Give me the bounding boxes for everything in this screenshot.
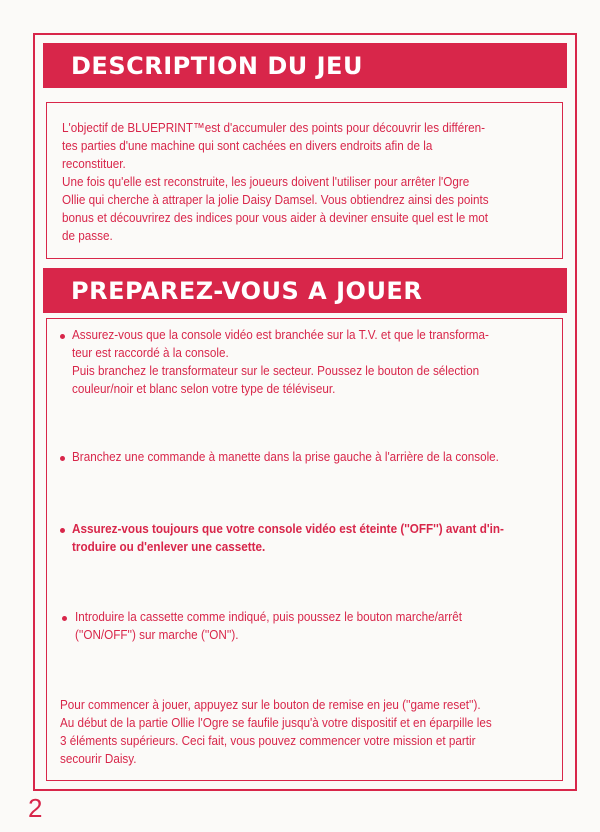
preparez-title: PREPAREZ-VOUS A JOUER — [71, 276, 423, 305]
description-title: DESCRIPTION DU JEU — [71, 51, 363, 80]
bullet-3-text — [72, 520, 540, 556]
description-line: de passe. — [62, 228, 113, 243]
bullet-dot — [60, 456, 65, 461]
bullet-4-line: Introduire la cassette comme indiqué, puis poussez le bouton marche/arrêt — [75, 609, 462, 624]
description-line: Ollie qui cherche à attraper la jolie Daisy Damsel. Vous obtiendrez ainsi des points — [62, 192, 489, 207]
description-line: L'objectif de BLUEPRINT™est d'accumuler des points pour découvrir les différen- — [62, 120, 486, 135]
description-text — [62, 119, 548, 245]
bullet-1-line: teur est raccordé à la console. — [72, 345, 229, 360]
bullet-4-line: (''ON/OFF'') sur marche (''ON''). — [75, 627, 239, 642]
preparez-banner — [43, 268, 567, 313]
bullet-dot — [62, 616, 67, 621]
bullet-2-line: Branchez une commande à manette dans la prise gauche à l'arrière de la console. — [72, 449, 499, 464]
description-line: Une fois qu'elle est reconstruite, les joueurs doivent l'utiliser pour arrêter l'Ogre — [62, 174, 470, 189]
bullet-3-line: troduire ou d'enlever une cassette. — [72, 539, 266, 554]
bullet-1-text — [72, 326, 540, 398]
page-number: 2 — [28, 793, 43, 823]
closing-line: Au début de la partie Ollie l'Ogre se faufile jusqu'à votre dispositif et en éparpille les — [60, 715, 492, 730]
bullet-1-line: couleur/noir et blanc selon votre type de téléviseur. — [72, 381, 336, 396]
bullet-2-text — [72, 448, 540, 466]
closing-line: secourir Daisy. — [60, 751, 137, 766]
description-line: tes parties d'une machine qui sont cachées en divers endroits afin de la — [62, 138, 433, 153]
bullet-1-line: Puis branchez le transformateur sur le secteur. Poussez le bouton de sélection — [72, 363, 480, 378]
description-line: reconstituer. — [62, 156, 126, 171]
bullet-dot — [60, 528, 65, 533]
description-line: bonus et découvrirez des indices pour vous aider à deviner ensuite quel est le mot — [62, 210, 489, 225]
closing-text — [60, 696, 542, 768]
bullet-dot — [60, 334, 65, 339]
bullet-4-text — [75, 608, 543, 644]
bullet-3-line: Assurez-vous toujours que votre console vidéo est éteinte (''OFF'') avant d'in- — [72, 521, 504, 536]
closing-line: Pour commencer à jouer, appuyez sur le bouton de remise en jeu (''game reset''). — [60, 697, 481, 712]
bullet-1-line: Assurez-vous que la console vidéo est branchée sur la T.V. et que le transforma- — [72, 327, 489, 342]
description-banner — [43, 43, 567, 88]
closing-line: 3 éléments supérieurs. Ceci fait, vous pouvez commencer votre mission et partir — [60, 733, 476, 748]
